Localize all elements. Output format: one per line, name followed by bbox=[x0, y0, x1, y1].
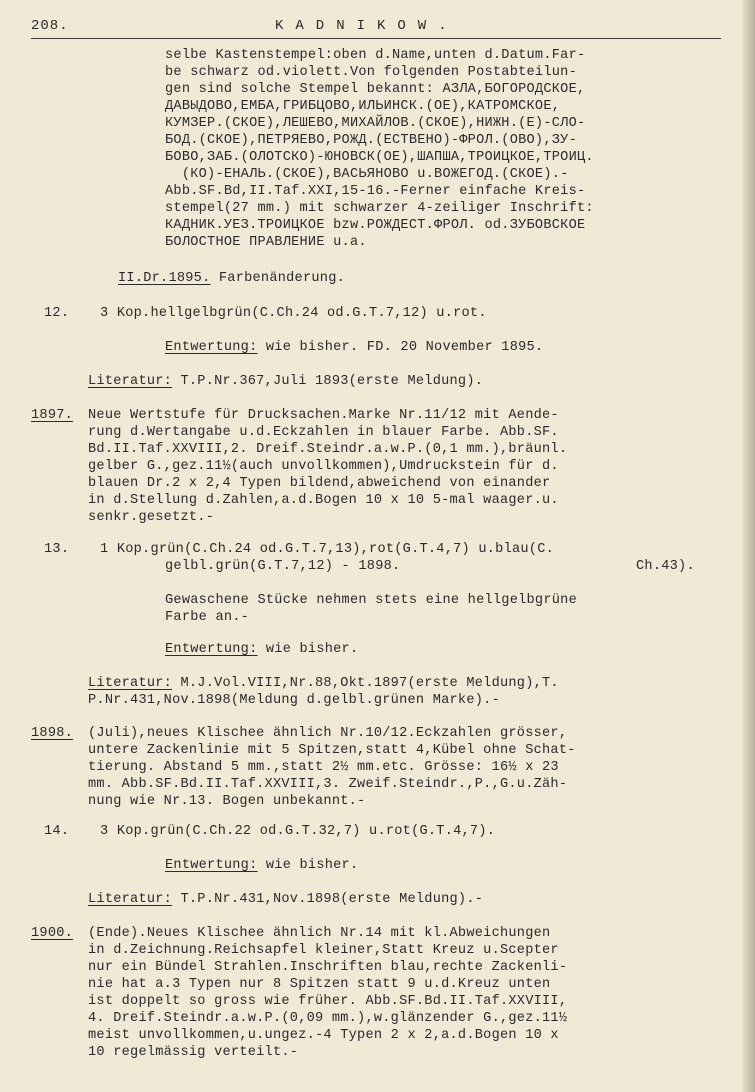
para-line: untere Zackenlinie mit 5 Spitzen,statt 4,Kübel ohne Schat- bbox=[88, 743, 576, 758]
para-line: meist unvollkommen,u.ungez.-4 Typen 2 x 2,a.d.Bogen 10 x bbox=[88, 1028, 559, 1043]
literatur-1897-cont: P.Nr.431,Nov.1898(Meldung d.gelbl.grünen Marke).- bbox=[88, 693, 500, 708]
literatur-1898 bbox=[88, 891, 483, 908]
para-line: (Ende).Neues Klischee ähnlich Nr.14 mit kl.Abweichungen bbox=[88, 926, 551, 941]
intro-line: gen sind solche Stempel bekannt: АЗЛА,БОГОРОДСКОЕ, bbox=[165, 82, 586, 97]
literatur-text: M.J.Vol.VIII,Nr.88,Okt.1897(erste Meldung),T. bbox=[172, 676, 559, 691]
para-line: Neue Wertstufe für Drucksachen.Marke Nr.11/12 mit Aende- bbox=[88, 408, 559, 423]
intro-line: be schwarz od.violett.Von folgenden Postabteilun- bbox=[165, 65, 577, 80]
para-line: senkr.gesetzt.- bbox=[88, 510, 215, 525]
para-line: nur ein Bündel Strahlen.Inschriften blau,rechte Zackenli- bbox=[88, 960, 568, 975]
para-line: Bd.II.Taf.XXVIII,2. Dreif.Steindr.a.w.P.(0,1 mm.),bräunl. bbox=[88, 442, 568, 457]
literatur-label: Literatur: bbox=[88, 676, 173, 691]
year-1897: 1897. bbox=[31, 408, 74, 423]
section-heading-1895 bbox=[118, 270, 345, 287]
para-line: mm. Abb.SF.Bd.II.Taf.XXVIII,3. Zweif.Steindr.,P.,G.u.Zäh- bbox=[88, 777, 568, 792]
literatur-label: Literatur: bbox=[88, 374, 173, 389]
item-number-12: 12. bbox=[44, 306, 70, 321]
item-text-13-end: Ch.43). bbox=[636, 559, 695, 574]
entwertung-1898 bbox=[165, 857, 358, 874]
para-line: gelber G.,gez.11½(auch unvollkommen),Umdruckstein für d. bbox=[88, 459, 559, 474]
item-text-12: 3 Kop.hellgelbgrün(C.Ch.24 od.G.T.7,12) u.rot. bbox=[100, 306, 487, 321]
section-heading-label: II.Dr.1895. bbox=[118, 271, 211, 286]
para-line: in d.Stellung d.Zahlen,a.d.Bogen 10 x 10 5-mal waager.u. bbox=[88, 493, 559, 508]
para-line: nie hat a.3 Typen nur 8 Spitzen statt 9 u.d.Kreuz unten bbox=[88, 977, 551, 992]
item-text-14: 3 Kop.grün(C.Ch.22 od.G.T.32,7) u.rot(G.T.4,7). bbox=[100, 824, 496, 839]
para-line: 10 regelmässig verteilt.- bbox=[88, 1045, 299, 1060]
item-number-14: 14. bbox=[44, 824, 70, 839]
para-line: nung wie Nr.13. Bogen unbekannt.- bbox=[88, 794, 366, 809]
literatur-text: T.P.Nr.367,Juli 1893(erste Meldung). bbox=[172, 374, 484, 389]
year-1898: 1898. bbox=[31, 726, 74, 741]
para-line: 4. Dreif.Steindr.a.w.P.(0,09 mm.),w.glänzender G.,gez.11½ bbox=[88, 1011, 568, 1026]
literatur-1895 bbox=[88, 373, 483, 390]
para-line: ist doppelt so gross wie früher. Abb.SF.Bd.II.Taf.XXVIII, bbox=[88, 994, 568, 1009]
page-number: 208. bbox=[31, 18, 69, 34]
entwertung-1897 bbox=[165, 641, 358, 658]
page-edge-shadow bbox=[743, 0, 755, 1092]
intro-line: (КО)-ЕНАЛЬ.(СКОЕ),ВАСЬЯНОВО u.ВОЖЕГОД.(СКОЕ).- bbox=[165, 167, 569, 182]
intro-line: БОЛОСТНОЕ ПРАВЛЕНИЕ u.a. bbox=[165, 235, 367, 250]
para-line: (Juli),neues Klischee ähnlich Nr.10/12.Eckzahlen grösser, bbox=[88, 726, 568, 741]
item-text-13-cont: gelbl.grün(G.T.7,12) - 1898. bbox=[165, 559, 401, 574]
item-text-13: 1 Kop.grün(C.Ch.24 od.G.T.7,13),rot(G.T.4,7) u.blau(C. bbox=[100, 542, 555, 557]
entwertung-label: Entwertung: bbox=[165, 642, 258, 657]
entwertung-text: wie bisher. bbox=[257, 642, 359, 657]
para-line: tierung. Abstand 5 mm.,statt 2½ mm.etc. Grösse: 16½ x 23 bbox=[88, 760, 559, 775]
entwertung-label: Entwertung: bbox=[165, 858, 258, 873]
page-title: KADNIKOW. bbox=[275, 18, 459, 34]
entwertung-text: wie bisher. bbox=[257, 858, 359, 873]
para-line: rung d.Wertangabe u.d.Eckzahlen in blauer Farbe. Abb.SF. bbox=[88, 425, 559, 440]
intro-line: БОВО,ЗАБ.(ОЛОТСКО)-ЮНОВСК(ОЕ),ШАПША,ТРОИЦКОЕ,ТРОИЦ. bbox=[165, 150, 594, 165]
literatur-1897 bbox=[88, 675, 559, 692]
para-line: in d.Zeichnung.Reichsapfel kleiner,Statt Kreuz u.Scepter bbox=[88, 943, 559, 958]
intro-line: stempel(27 mm.) mit schwarzer 4-zeiliger Inschrift: bbox=[165, 201, 594, 216]
intro-line: selbe Kastenstempel:oben d.Name,unten d.Datum.Far- bbox=[165, 48, 586, 63]
intro-line: КУМЗЕР.(СКОЕ),ЛЕШЕВО,МИХАЙЛОВ.(СКОЕ),НИЖН.(Е)-СЛО- bbox=[165, 116, 586, 131]
literatur-text: T.P.Nr.431,Nov.1898(erste Meldung).- bbox=[172, 892, 484, 907]
intro-line: ДАВЫДОВО,ЕМБА,ГРИБЦОВО,ИЛЬИНСК.(ОЕ),КАТРОМСКОЕ, bbox=[165, 99, 561, 114]
intro-line: БОД.(СКОЕ),ПЕТРЯЕВО,РОЖД.(ЕСТВЕНО)-ФРОЛ.(ОВО),ЗУ- bbox=[165, 133, 577, 148]
literatur-label: Literatur: bbox=[88, 892, 173, 907]
para-line: blauen Dr.2 x 2,4 Typen bildend,abweichend von einander bbox=[88, 476, 551, 491]
section-heading-text: Farbenänderung. bbox=[210, 271, 346, 286]
entwertung-1895 bbox=[165, 339, 543, 356]
item-number-13: 13. bbox=[44, 542, 70, 557]
note-line: Farbe an.- bbox=[165, 610, 250, 625]
entwertung-text: wie bisher. FD. 20 November 1895. bbox=[257, 340, 544, 355]
intro-line: КАДНИК.УЕЗ.ТРОИЦКОЕ bzw.РОЖДЕСТ.ФРОЛ. od.ЗУБОВСКОЕ bbox=[165, 218, 586, 233]
intro-line: Abb.SF.Bd,II.Taf.XXI,15-16.-Ferner einfache Kreis- bbox=[165, 184, 586, 199]
note-line: Gewaschene Stücke nehmen stets eine hellgelbgrüne bbox=[165, 593, 577, 608]
header-rule bbox=[31, 38, 721, 39]
entwertung-label: Entwertung: bbox=[165, 340, 258, 355]
year-1900: 1900. bbox=[31, 926, 74, 941]
